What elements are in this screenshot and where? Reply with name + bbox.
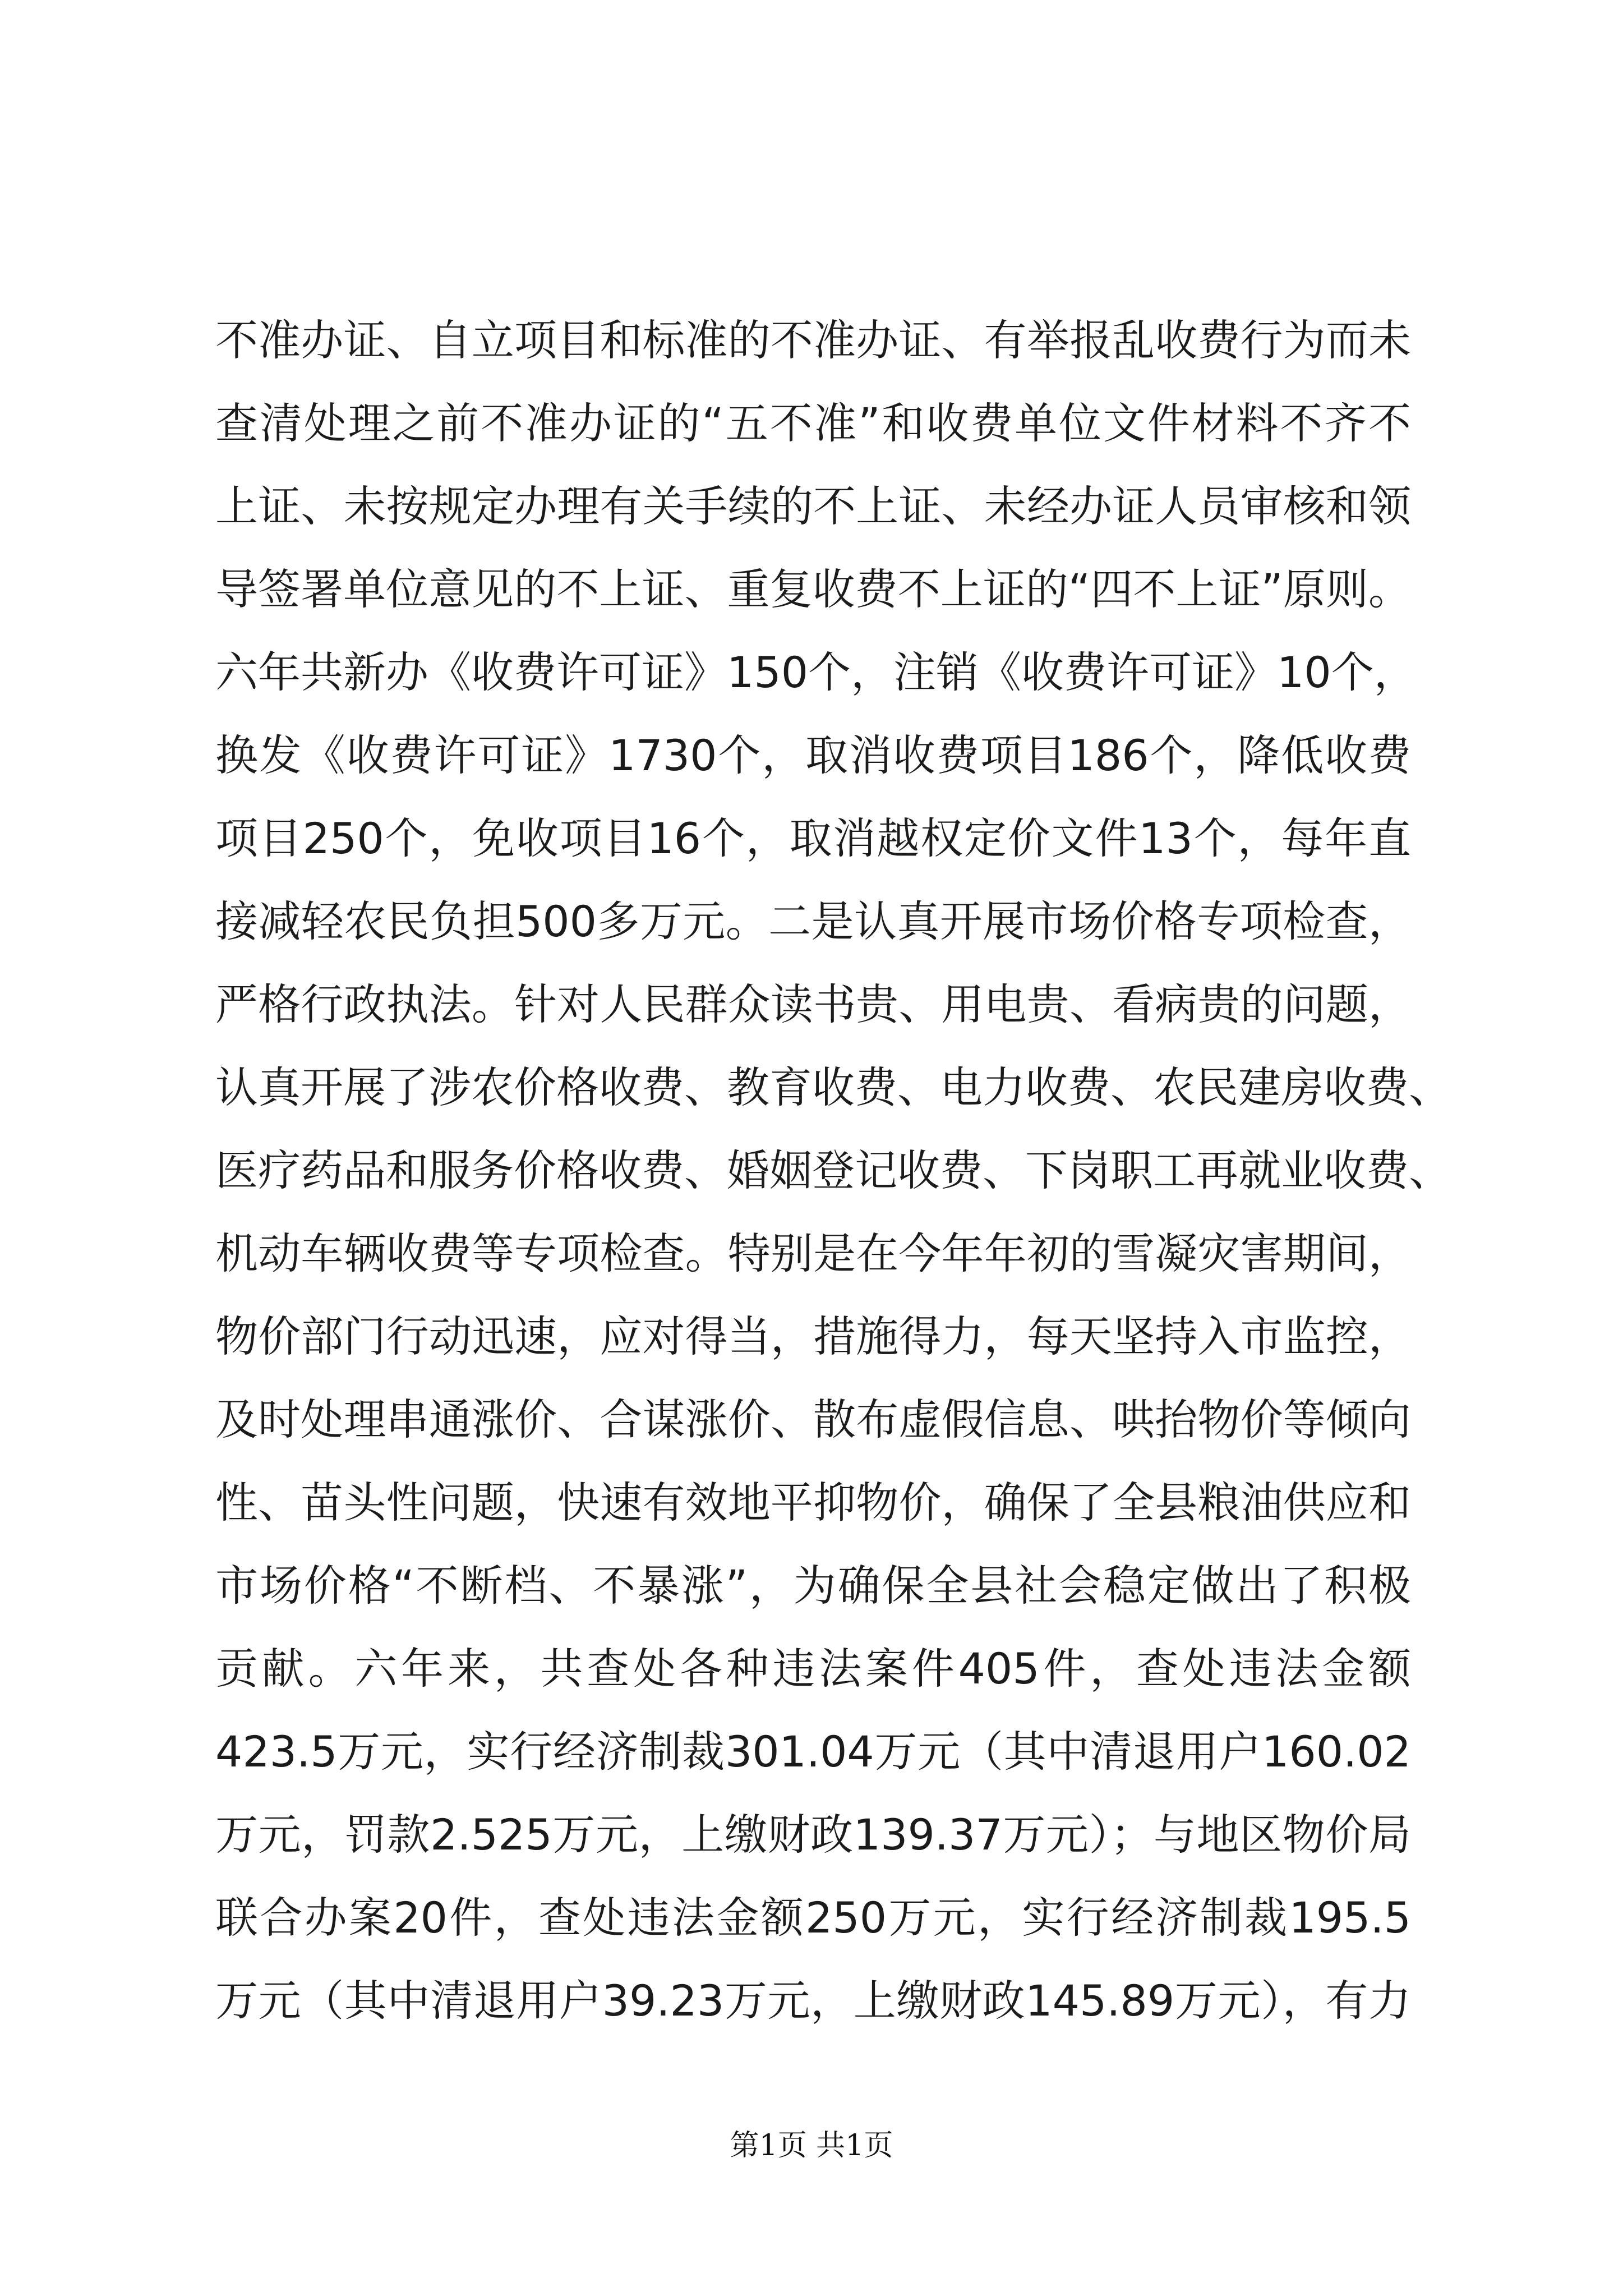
paragraph-line-19: 万元，罚款2.525万元，上缴财政139.37万元）；与地区物价局 xyxy=(215,1810,1411,1860)
page-number-footer: 第1页 共1页 xyxy=(730,2129,893,2162)
paragraph-line-20: 联合办案20件，查处违法金额250万元，实行经济制裁195.5 xyxy=(215,1893,1411,1943)
paragraph-line-16: 市场价格“不断档、不暴涨”，为确保全县社会稳定做出了积极 xyxy=(215,1561,1411,1611)
paragraph-line-11: 医疗药品和服务价格收费、婚姻登记收费、下岗职工再就业收费、 xyxy=(215,1145,1451,1195)
paragraph-line-18: 423.5万元，实行经济制裁301.04万元（其中清退用户160.02 xyxy=(215,1727,1411,1777)
paragraph-line-9: 严格行政执法。针对人民群众读书贵、用电贵、看病贵的问题， xyxy=(215,979,1411,1029)
paragraph-line-1: 不准办证、自立项目和标准的不准办证、有举报乱收费行为而未 xyxy=(215,315,1411,365)
paragraph-line-3: 上证、未按规定办理有关手续的不上证、未经办证人员审核和领 xyxy=(215,481,1411,531)
paragraph-line-21: 万元（其中清退用户39.23万元，上缴财政145.89万元），有力 xyxy=(215,1976,1411,2026)
paragraph-line-15: 性、苗头性问题，快速有效地平抑物价，确保了全县粮油供应和 xyxy=(215,1478,1411,1527)
paragraph-line-8: 接减轻农民负担500多万元。二是认真开展市场价格专项检查， xyxy=(215,896,1411,946)
paragraph-line-13: 物价部门行动迅速，应对得当，措施得力，每天坚持入市监控， xyxy=(215,1312,1411,1361)
paragraph-line-2: 查清处理之前不准办证的“五不准”和收费单位文件材料不齐不 xyxy=(215,398,1411,448)
paragraph-line-12: 机动车辆收费等专项检查。特别是在今年年初的雪凝灾害期间， xyxy=(215,1228,1411,1278)
paragraph-line-10: 认真开展了涉农价格收费、教育收费、电力收费、农民建房收费、 xyxy=(215,1062,1451,1112)
document-body xyxy=(215,299,1451,2042)
paragraph-line-6: 换发《收费许可证》1730个，取消收费项目186个，降低收费 xyxy=(215,730,1411,780)
paragraph-line-4: 导签署单位意见的不上证、重复收费不上证的“四不上证”原则。 xyxy=(215,564,1411,614)
paragraph-line-7: 项目250个，免收项目16个，取消越权定价文件13个，每年直 xyxy=(215,813,1411,863)
paragraph-line-5: 六年共新办《收费许可证》150个，注销《收费许可证》10个， xyxy=(215,647,1417,697)
paragraph-line-14: 及时处理串通涨价、合谋涨价、散布虚假信息、哄抬物价等倾向 xyxy=(215,1395,1411,1444)
paragraph-line-17: 贡献。六年来，共查处各种违法案件405件，查处违法金额 xyxy=(215,1644,1411,1694)
